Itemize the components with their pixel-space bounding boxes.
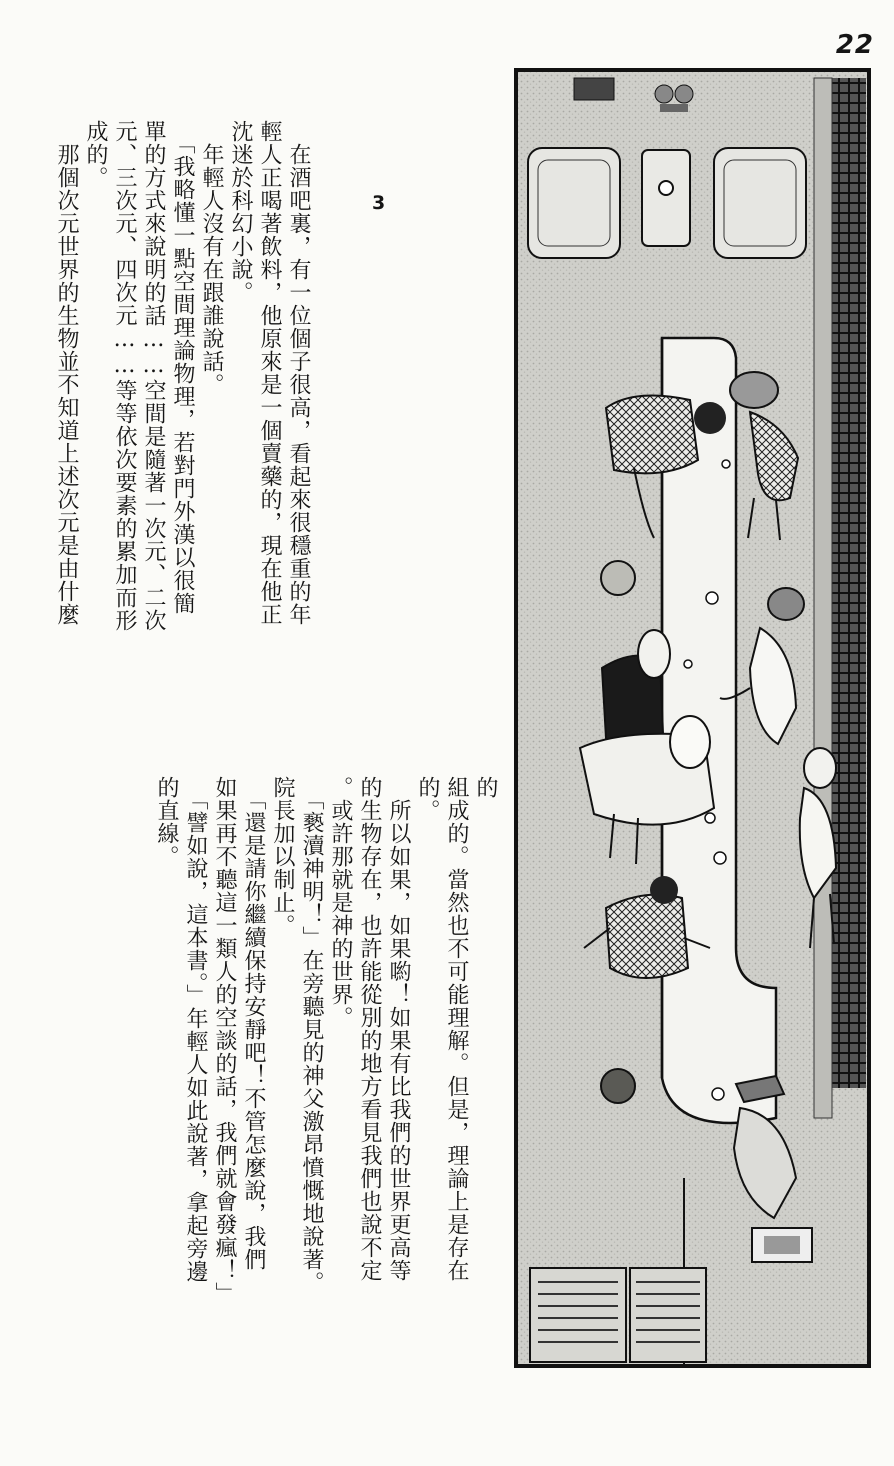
text-line: 「褻瀆神明！」在旁聽見的神父激昂憤慨地說著。 (299, 776, 324, 1294)
right-wall-lattice (814, 78, 866, 1118)
text-line: 輕人正喝著飲料，他原來是一個賣藥的，現在他正 (257, 120, 282, 626)
text-line: 的 (473, 776, 498, 799)
text-line: 的直線。 (154, 776, 179, 868)
text-line: 院長加以制止。 (270, 776, 295, 937)
text-line: 單的方式來說明的話……空間是隨著一次元、二次 (141, 120, 166, 632)
text-line: 在酒吧裏，有一位個子很高，看起來很穩重的年 (286, 120, 311, 626)
text-line: 所以如果，如果喲！如果有比我們的世界更高等 (386, 776, 411, 1282)
text-line: 那個次元世界的生物並不知道上述次元是由什麼 (54, 120, 79, 626)
text-line: 元、三次元、四次元……等等依次要素的累加而形 (112, 120, 137, 632)
text-line: 年輕人沒有在跟誰說話。 (199, 120, 224, 396)
text-line: 的生物存在，也許能從別的地方看見我們也說不定 (357, 776, 382, 1282)
text-line: 「譬如說，這本書。」年輕人如此說著，拿起旁邊 (183, 776, 208, 1283)
chapter-number: 3 (372, 192, 386, 214)
text-line: 「還是請你繼續保持安靜吧！不管怎麼說，我們 (241, 776, 266, 1271)
text-line: 組成的。當然也不可能理解。但是，理論上是存在 (444, 776, 469, 1282)
text-line: 成的。 (83, 120, 108, 189)
text-block-lower (152, 776, 500, 1336)
text-line: 。或許那就是神的世界。 (328, 776, 353, 1029)
text-line: 沈迷於科幻小說。 (228, 120, 253, 304)
page-number: 22 (835, 30, 874, 60)
text-block-upper (52, 120, 313, 680)
bar-scene-illustration (514, 68, 871, 1368)
text-line: 「我略懂一點空間理論物理，若對門外漢以很簡 (170, 120, 195, 615)
text-line: 如果再不聽這一類人的空談的話，我們就會發瘋！」 (212, 776, 237, 1305)
text-line: 的。 (415, 776, 440, 822)
